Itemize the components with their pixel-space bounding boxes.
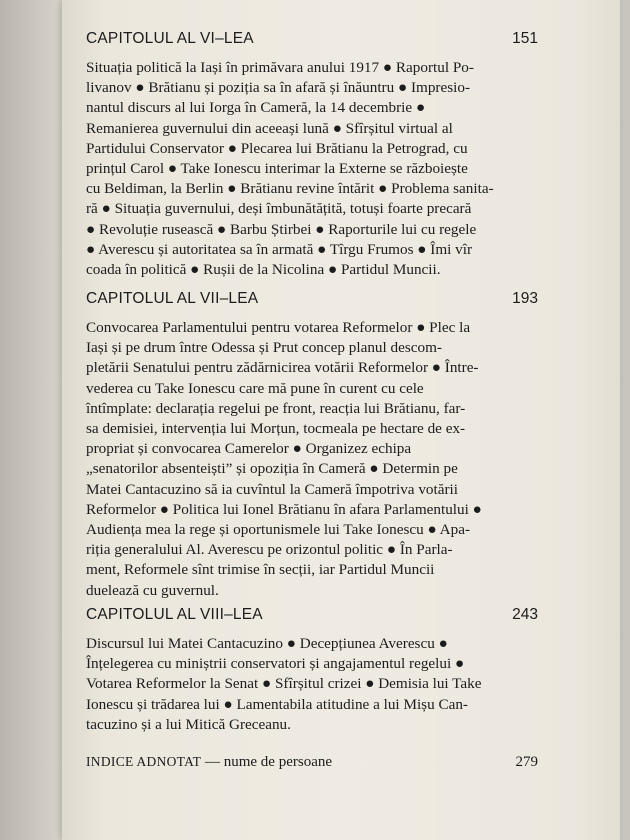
chapter-8: [86, 606, 538, 735]
chapter-title: CAPITOLUL AL VII–LEA: [86, 290, 259, 307]
index-suffix: — nume de persoane: [201, 754, 333, 770]
summary-line: „senatorilor absenteiști” și opoziția în Cameră ● Determin pe: [86, 460, 458, 478]
summary-line: ment, Reformele sînt trimise în secții, iar Partidul Muncii: [86, 561, 435, 579]
summary-line: tacuzino și a lui Mitică Greceanu.: [86, 715, 291, 733]
table-of-contents: [86, 0, 538, 840]
chapter-summary: [86, 634, 544, 735]
summary-line: Discursul lui Matei Cantacuzino ● Decepțiunea Averescu ●: [86, 635, 448, 652]
summary-line: Partidului Conservator ● Plecarea lui Brătianu la Petrograd, cu: [86, 139, 468, 157]
summary-line: livanov ● Brătianu și poziția sa în afară și înăuntru ● Impresio-: [86, 79, 471, 97]
summary-line: Înțelegerea cu miniștrii conservatori și angajamentul regelui ●: [86, 655, 465, 673]
summary-line: pletării Senatului pentru zădărnicirea votării Reformelor ● Între-: [86, 359, 479, 377]
summary-line: Ionescu și trădarea lui ● Lamentabila atitudine a lui Mișu Can-: [86, 695, 468, 713]
summary-line: Audiența mea la rege și oportunismele lui Take Ionescu ● Apa-: [86, 521, 471, 539]
summary-line: Remanierea guvernului din aceeași lună ● Sfîrșitul virtual al: [86, 119, 453, 137]
chapter-page-number: 243: [512, 606, 538, 623]
summary-line: sa demisiei, intervenția lui Morțun, tocmeala pe hectare de ex-: [86, 420, 466, 438]
summary-line: coada în politică ● Rușii de la Nicolina ● Partidul Muncii.: [86, 261, 441, 279]
chapter-title: CAPITOLUL AL VIII–LEA: [86, 606, 263, 623]
summary-line: prințul Carol ● Take Ionescu interimar la Externe se războiește: [86, 160, 468, 178]
chapter-page-number: 151: [512, 30, 538, 47]
summary-line: Matei Cantacuzino să ia cuvîntul la Cameră împotriva votării: [86, 480, 458, 498]
chapter-heading: [86, 290, 538, 312]
chapter-heading: [86, 30, 538, 52]
summary-line: întîmplate: declarația regelui pe front, reacția lui Brătianu, far-: [86, 399, 466, 417]
summary-line: propriat și convocarea Camerelor ● Organizez echipa: [86, 440, 412, 458]
chapter-summary: [86, 58, 544, 280]
summary-line: Reformelor ● Politica lui Ionel Brătianu în afara Parlamentului ●: [86, 500, 482, 518]
summary-line: Iași și pe drum între Odessa și Prut concep planul descom-: [86, 339, 442, 357]
book-gutter: [0, 0, 62, 840]
summary-line: Situația politică la Iași în primăvara anului 1917 ● Raportul Po-: [86, 59, 474, 76]
summary-line: ră ● Situația guvernului, deși îmbunătățită, totuși foarte precară: [86, 200, 472, 218]
chapter-summary: [86, 318, 544, 601]
chapter-6: [86, 30, 538, 280]
summary-line: nantul discurs al lui Iorga în Cameră, la 14 decembrie ●: [86, 99, 426, 117]
chapter-7: [86, 290, 538, 601]
summary-line: Votarea Reformelor la Senat ● Sfîrșitul crizei ● Demisia lui Take: [86, 675, 482, 693]
index-entry: [86, 754, 538, 771]
summary-line: duelează cu guvernul.: [86, 581, 219, 599]
index-label: INDICE ADNOTAT: [86, 754, 202, 769]
summary-line: ● Averescu și autoritatea sa în armată ● Tîrgu Frumos ● Îmi vîr: [86, 240, 473, 258]
index-label-group: [86, 754, 332, 771]
summary-line: cu Beldiman, la Berlin ● Brătianu revine întărit ● Problema sanita-: [86, 180, 494, 198]
summary-line: Convocarea Parlamentului pentru votarea Reformelor ● Plec la: [86, 319, 471, 336]
summary-line: ● Revoluție rusească ● Barbu Știrbei ● Raporturile lui cu regele: [86, 220, 477, 238]
chapter-page-number: 193: [512, 290, 538, 307]
summary-line: riția generalului Al. Averescu pe orizontul politic ● În Parla-: [86, 541, 453, 559]
index-page-number: 279: [515, 754, 538, 770]
chapter-heading: [86, 606, 538, 628]
chapter-title: CAPITOLUL AL VI–LEA: [86, 30, 254, 47]
summary-line: vederea cu Take Ionescu care mă pune în curent cu cele: [86, 379, 424, 397]
